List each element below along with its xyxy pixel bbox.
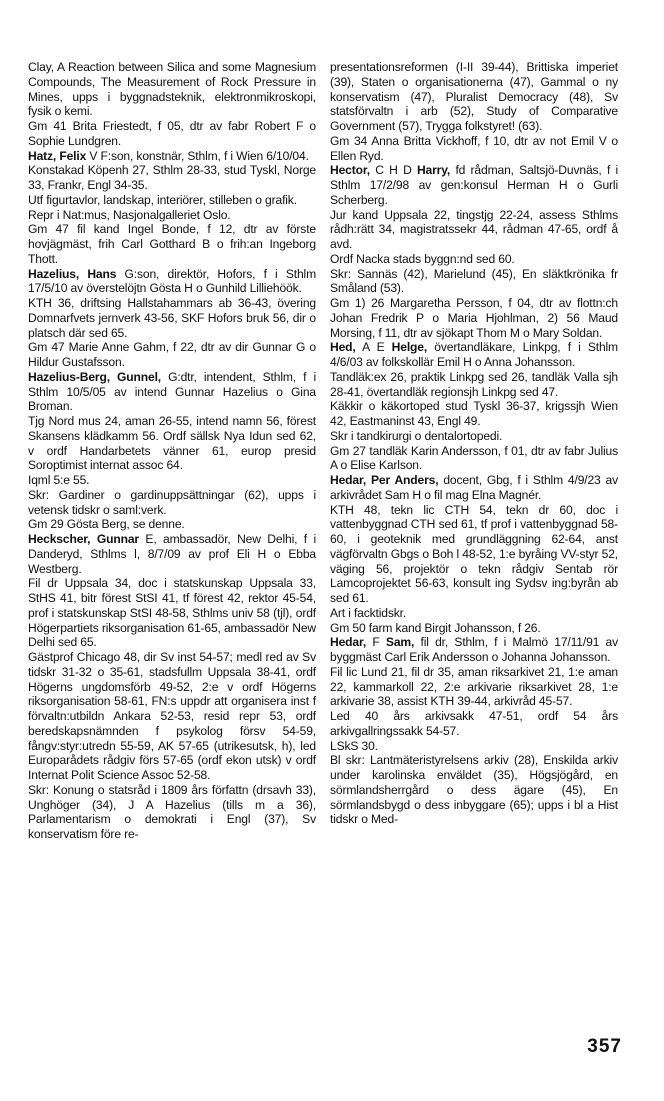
biography-paragraph (28, 473, 316, 488)
entry-text: Käkkir o käkortoped stud Tyskl 36-37, krigssjh Wien 42, Eastmaninst 43, Engl 49. (330, 399, 618, 428)
name-initials: F (366, 635, 386, 650)
biography-paragraph (28, 296, 316, 340)
person-name: Hedar, Per Anders, (330, 473, 439, 487)
biography-paragraph (330, 503, 618, 606)
biography-paragraph (28, 517, 316, 532)
entry-text: Skr: Gardiner o gardinuppsättningar (62), upps i vetensk tidskr o saml:verk. (28, 487, 316, 517)
entry-text: Jur kand Uppsala 22, tingstjg 22-24, assess Sthlms rådh:rätt 34, magistratssekr 44, rådman 47-65, ordf å avd. (330, 207, 618, 251)
entry-text: Gm 34 Anna Britta Vickhoff, f 10, dtr av not Emil V o Ellen Ryd. (330, 133, 618, 163)
entry-text: Utf figurtavlor, landskap, interiörer, stilleben o grafik. (28, 192, 297, 207)
biography-paragraph (330, 444, 618, 474)
biography-paragraph (28, 414, 316, 473)
biography-paragraph (28, 576, 316, 650)
biography-paragraph (28, 163, 316, 193)
biography-paragraph (330, 296, 618, 340)
biography-paragraph (28, 193, 316, 208)
entry-text: Gm 41 Brita Friestedt, f 05, dtr av fabr Robert F o Sophie Lundgren. (28, 119, 316, 148)
name-initials: A E (355, 340, 392, 355)
person-name: Hector, (330, 163, 370, 178)
biography-paragraph (330, 429, 618, 444)
entry-text: Skr: Sannäs (42), Marielund (45), En släktkrönika fr Småland (53). (330, 266, 618, 296)
entry-text: E, ambassadör, New Delhi, f i Danderyd, Sthlms l, 8/7/09 av prof Eli H o Ebba Westberg. (28, 532, 316, 576)
person-given-name: Harry, (416, 163, 451, 178)
entry-text: V F:son, konstnär, Sthlm, f i Wien 6/10/04. (86, 148, 309, 163)
biography-entry-heading (28, 267, 316, 297)
person-given-name: Helge, (391, 340, 428, 355)
biography-paragraph (330, 208, 618, 252)
biography-paragraph (330, 753, 618, 827)
entry-text: LSkS 30. (330, 738, 378, 753)
entry-text: Repr i Nat:mus, Nasjonalgalleriet Oslo. (28, 207, 231, 222)
biography-paragraph (28, 119, 316, 149)
biography-paragraph (330, 665, 618, 709)
biography-paragraph (330, 134, 618, 164)
biography-paragraph (330, 709, 618, 739)
person-name: Hazelius-Berg, Gunnel, (28, 369, 161, 384)
biography-paragraph (330, 606, 618, 621)
entry-text: KTH 36, driftsing Hallstahammars ab 36-43, övering Domnarfvets jernverk 43-56, SKF Hofors bruk 56, dir o platsch där sed 65. (28, 296, 316, 340)
biography-paragraph (330, 621, 618, 636)
entry-text: övertandläkare, Linkpg, f i Sthlm 4/6/03 av folkskollär Emil H o Anna Johansson. (330, 340, 618, 369)
entry-text: G:dtr, intendent, Sthlm, f i Sthlm 10/5/05 av intend Gunnar Hazelius o Gina Broman. (28, 369, 316, 414)
entry-text: Led 40 års arkivsakk 47-51, ordf 54 års arkivgallringssakk 54-57. (330, 709, 618, 738)
biography-paragraph (330, 60, 618, 134)
biography-entry-heading (28, 370, 316, 414)
biography-paragraph (28, 222, 316, 266)
entry-text: Gm 50 farm kand Birgit Johansson, f 26. (330, 620, 541, 635)
biography-paragraph (28, 340, 316, 370)
person-name: Hatz, Felix (28, 148, 87, 163)
biography-paragraph (330, 739, 618, 754)
entry-text: Tandläk:ex 26, praktik Linkpg sed 26, tandläk Valla sjh 28-41, övertandläk regionsjh Linkpg sed 47. (330, 369, 618, 399)
page-number: 357 (587, 1036, 622, 1057)
entry-text: Bl skr: Lantmäteristyrelsens arkiv (28), Enskilda arkiv under karolinska enväldet (35), Högsjögård, en sörmlandsherrgård o dess ägare (45), En sörmlandsbygd o dess inbyggare (65); upps i bl a Hist tidskr o Med- (330, 753, 618, 827)
name-initials: C H D (369, 163, 417, 178)
biography-paragraph (28, 60, 316, 119)
entry-text: presentationsreformen (I-II 39-44), Brittiska imperiet (39), Staten o organisationerna (47), Gammal o ny konservatism (47), Pluralist Democracy (48), Sv statsförvaltn i arb (52), Study of Comparative Government (57), Trygga folkstyret! (63). (330, 60, 618, 133)
entry-text: Gm 29 Gösta Berg, se denne. (28, 517, 185, 532)
entry-text: fil dr, Sthlm, f i Malmö 17/11/91 av byggmäst Carl Erik Andersson o Johanna Johansson. (330, 635, 618, 664)
entry-text: Gästprof Chicago 48, dir Sv inst 54-57; medl red av Sv tidskr 31-32 o 35-61, stadsfullm Uppsala 38-41, ordf Högerns ungdomsförb 49-52, 2:e v ordf Högerns riksorganisation 58-61, FN:s uppdr att organisera inst f förvaltn:utbildn Ankara 52-53, resid repr 53, ordf beredskapsnämnden f psykolog försv 54-59, fångv:styr:utredn 55-59, AK 57-65 (utrikesutsk, h), led Europarådets rådgiv förs 57-65 (ordf ekon utsk) v ordf Internat Polit Science Assoc 52-58. (28, 650, 316, 782)
biography-entry-heading (28, 149, 316, 164)
right-column (330, 60, 618, 827)
entry-text: fd rådman, Saltsjö-Duvnäs, f i Sthlm 17/2/98 av gen:konsul Herman H o Gurli Scherberg. (330, 163, 619, 207)
entry-text: Art i facktidskr. (330, 605, 407, 620)
entry-text: Gm 1) 26 Margaretha Persson, f 04, dtr av flottn:ch Johan Fredrik P o Maria Hjohlman, 2) 56 Maud Morsing, f 11, dtr av sjökapt Thom M o Mary Soldan. (330, 296, 618, 340)
biography-entry-heading (330, 163, 618, 207)
biography-entry-heading (330, 340, 618, 370)
entry-text: Fil dr Uppsala 34, doc i statskunskap Uppsala 33, StHS 41, bitr förest StSI 41, tf förest 42, rektor 45-54, prof i statskunskap StSI 48-58, Sthlms univ 58 (tjl), ordf Högerpartiets riksorganisation 61-65, ambassadör New Delhi sed 65. (28, 576, 316, 650)
biography-paragraph (28, 488, 316, 518)
entry-text: Gm 47 Marie Anne Gahm, f 22, dtr av dir Gunnar G o Hildur Gustafsson. (28, 340, 316, 369)
biography-paragraph (330, 399, 618, 429)
entry-text: Skr: Konung o statsråd i 1809 års författn (drsavh 33), Unghöger (34), J A Hazelius (tills m a 36), Parlamentarism o demokrati i Engl (37), Sv konservatism före re- (28, 782, 316, 841)
left-column (28, 60, 316, 842)
entry-text: Gm 27 tandläk Karin Andersson, f 01, dtr av fabr Julius A o Elise Karlson. (330, 443, 618, 473)
entry-text: Iqml 5:e 55. (28, 473, 90, 487)
entry-text: KTH 48, tekn lic CTH 54, tekn dr 60, doc i vattenbyggnad CTH sed 61, tf prof i vattenbyggnad 58-60, i geoteknik med grundläggning 62-64, anst vägförvaltn Gbgs o Boh l 48-52, 1:e byråing VV-styr 52, väging 56, projektör o tekn rådgiv Sentab rör Lamcoprojektet 56-63, konsult ing Sydsv ing:byrån ab sed 61. (330, 502, 618, 605)
biography-entry-heading (330, 635, 618, 665)
person-name: Hedar, (330, 635, 367, 650)
person-given-name: Sam, (385, 635, 415, 650)
biography-paragraph (28, 650, 316, 783)
biography-paragraph (330, 267, 618, 297)
biography-paragraph (330, 252, 618, 267)
biography-entry-heading (28, 532, 316, 576)
person-name: Hazelius, Hans (28, 266, 117, 281)
person-name: Hed, (330, 340, 356, 355)
entry-text: Skr i tandkirurgi o dentalortopedi. (330, 428, 503, 443)
biography-paragraph (330, 370, 618, 400)
biography-paragraph (28, 208, 316, 223)
entry-text: docent, Gbg, f i Sthlm 4/9/23 av arkivrådet Sam H o fil mag Elna Magnér. (330, 473, 618, 502)
entry-text: Fil lic Lund 21, fil dr 35, aman riksarkivet 21, 1:e aman 22, kammarkoll 22, 2:e arkivarie riksarkivet 28, 1:e arkivarie 38, assist KTH 39-44, arkivråd 45-57. (330, 664, 618, 709)
entry-text: Ordf Nacka stads byggn:nd sed 60. (330, 251, 515, 266)
person-name: Heckscher, Gunnar (28, 532, 139, 546)
entry-text: Gm 47 fil kand Ingel Bonde, f 12, dtr av förste hovjägmäst, frih Carl Gotthard B o frih:an Ingeborg Thott. (28, 222, 316, 266)
entry-text: Konstakad Köpenh 27, Sthlm 28-33, stud Tyskl, Norge 33, Frankr, Engl 34-35. (28, 163, 316, 192)
entry-text: Clay, A Reaction between Silica and some Magnesium Compounds, The Measurement of Rock Pressure in Mines, upps i byggnadsteknik, elektronmikroskopi, fysik o kemi. (28, 60, 316, 119)
biography-paragraph (28, 783, 316, 842)
entry-text: Tjg Nord mus 24, aman 26-55, intend namn 56, förest Skansens klädkamm 56. Ordf sällsk Nya Idun sed 62, v ordf Handarbetets vänner 61, europ presid Soroptimist internat assoc 64. (28, 414, 316, 473)
entry-text: G:son, direktör, Hofors, f i Sthlm 17/5/10 av överstelöjtn Gösta H o Gunhild Lilliehöök. (28, 266, 316, 296)
biography-entry-heading (330, 473, 618, 503)
